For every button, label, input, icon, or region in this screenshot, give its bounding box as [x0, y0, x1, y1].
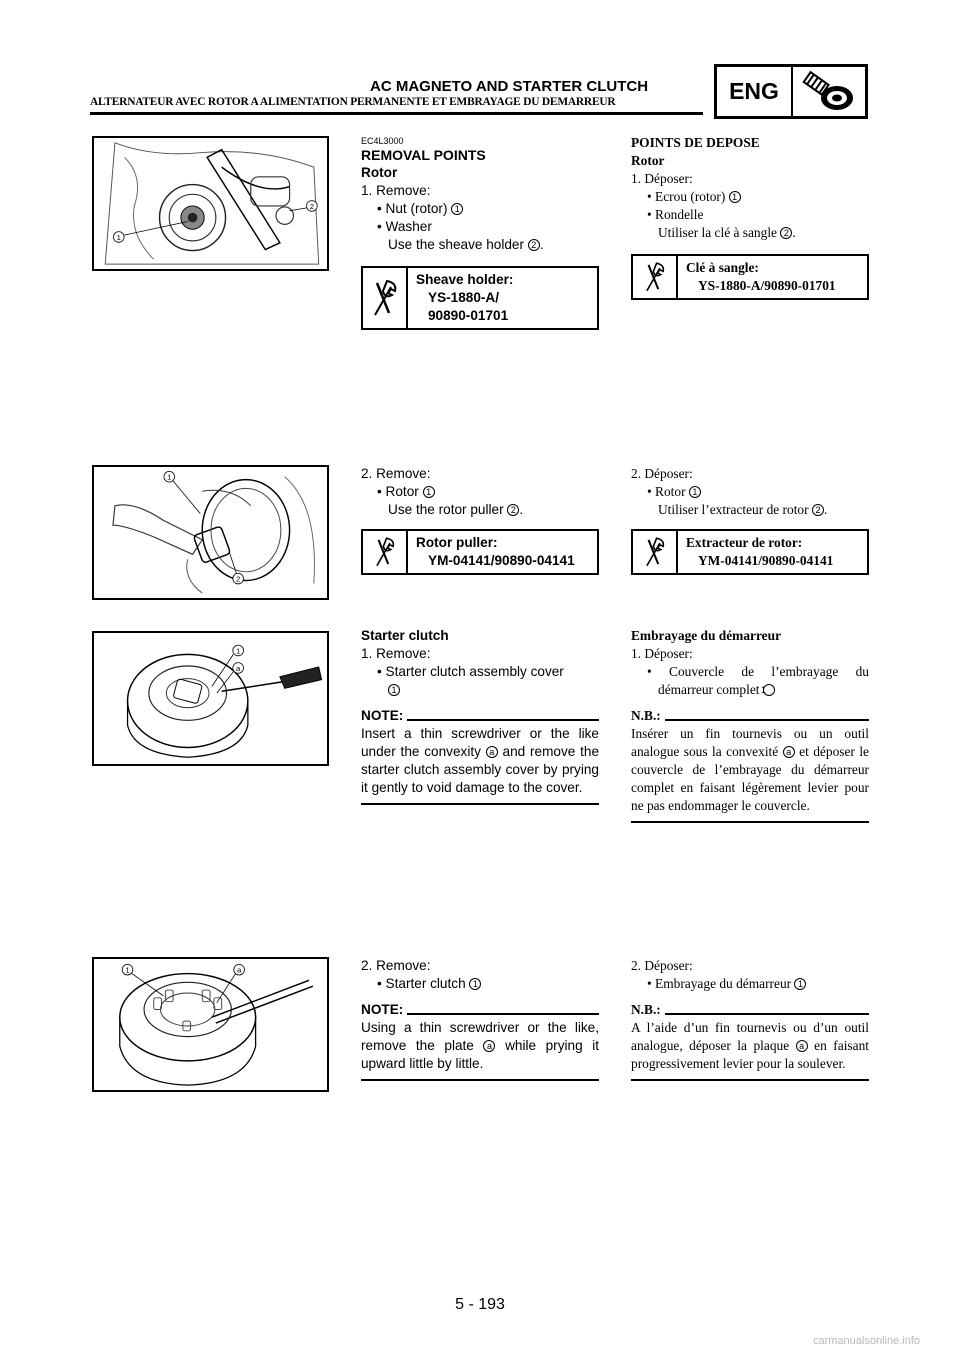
note-divider	[631, 821, 869, 823]
fr-step: 1. Déposer:	[631, 646, 693, 661]
en-starter-clutch	[361, 627, 599, 805]
callout-a: a	[236, 965, 242, 975]
en-bullet: • Rotor 1	[361, 483, 599, 501]
en-step: 2. Remove:	[361, 958, 431, 973]
header-divider	[90, 112, 703, 115]
en-sc-title: Starter clutch	[361, 628, 449, 643]
note-divider	[631, 1079, 869, 1081]
en-removal-rotor-2	[361, 465, 599, 575]
en-bullet: • Nut (rotor) 1	[361, 200, 599, 218]
fr-starter-clutch	[631, 627, 869, 823]
en-rotor-title: Rotor	[361, 165, 398, 180]
en-callout: 1	[361, 681, 599, 699]
en-bullet: • Starter clutch 1	[361, 975, 599, 993]
fr-rotor-title: Rotor	[631, 153, 665, 168]
fr-removal-rotor	[631, 134, 869, 300]
fr-bullet: • Rotor 1	[631, 483, 869, 501]
engine-icon	[793, 67, 865, 116]
en-note-body: Using a thin screwdriver or the like, remove the plate a while prying it upward little by little.	[361, 1020, 600, 1071]
section-code: EC4L3000	[361, 136, 404, 146]
page-subtitle: ALTERNATEUR AVEC ROTOR A ALIMENTATION PERMANENTE ET EMBRAYAGE DU DEMARREUR	[90, 96, 616, 108]
tool-box-sheave-holder	[361, 266, 599, 330]
figure-rotor-nut	[92, 136, 329, 271]
callout-1: 1	[116, 232, 121, 242]
en-starter-clutch-2	[361, 957, 599, 1081]
page-number: 5 - 193	[455, 1296, 505, 1313]
fr-removal-rotor-2	[631, 465, 869, 575]
fr-heading: POINTS DE DEPOSE	[631, 135, 760, 150]
tool-text: Extracteur de rotor: YM-04141/90890-04141	[686, 535, 834, 568]
en-instruction: Use the sheave holder 2 .	[388, 237, 544, 252]
fr-step: 1. Déposer:	[631, 171, 693, 186]
fr-note-body: A l’aide d’un fin tournevis ou d’un outil analogue, déposer la plaque a en faisant progressivement levier pour la soulever.	[631, 1020, 869, 1071]
fr-instruction: Utiliser l’extracteur de rotor 2 .	[658, 502, 828, 517]
wrench-icon	[633, 256, 678, 298]
tool-box-extracteur	[631, 529, 869, 575]
fr-bullet: • Rondelle	[647, 207, 704, 222]
tool-text: Sheave holder: YS-1880-A/ 90890-01701	[416, 272, 514, 323]
watermark: carmanualsonline.info	[812, 1335, 920, 1347]
callout-1: 1	[235, 646, 241, 656]
callout-2: 2	[309, 201, 315, 211]
tool-text: Clé à sangle: YS-1880-A/90890-01701	[686, 260, 836, 293]
en-note-header: NOTE:	[361, 707, 599, 725]
fr-note-header: N.B.:	[631, 707, 869, 725]
section-badge	[714, 64, 868, 119]
fr-starter-clutch-2	[631, 957, 869, 1081]
fr-instruction: Utiliser la clé à sangle 2 .	[658, 225, 796, 240]
callout-1: 1	[167, 472, 172, 482]
en-removal-rotor	[361, 136, 599, 330]
tool-box-cle-a-sangle	[631, 254, 869, 300]
figure-starter-clutch-cover	[92, 631, 329, 766]
en-step: 2. Remove:	[361, 466, 431, 481]
fr-step: 2. Déposer:	[631, 958, 693, 973]
tool-box-rotor-puller	[361, 529, 599, 575]
fr-bullet: • Couvercle de l’embrayage du démarreur complet 1	[647, 664, 869, 697]
fr-sc-title: Embrayage du démarreur	[631, 628, 782, 643]
fr-step: 2. Déposer:	[631, 466, 693, 481]
note-divider	[361, 803, 599, 805]
en-bullet: • Washer	[377, 219, 432, 234]
en-step: 1. Remove:	[361, 183, 431, 198]
wrench-icon	[363, 531, 408, 573]
en-note-body: Insert a thin screwdriver or the like under the convexity a and remove the starter clutch assembly cover by prying it gently to void damage to the cover.	[361, 726, 600, 795]
en-instruction: Use the rotor puller 2 .	[388, 502, 524, 517]
en-note-header: NOTE:	[361, 1001, 599, 1019]
section-badge-label: ENG	[717, 67, 793, 116]
en-heading: REMOVAL POINTS	[361, 147, 486, 163]
callout-2: 2	[235, 574, 241, 584]
fr-bullet: • Embrayage du démarreur 1	[631, 975, 869, 993]
page-title: AC MAGNETO AND STARTER CLUTCH	[370, 78, 649, 95]
fr-note-body: Insérer un fin tournevis ou un outil analogue sous la convexité a et déposer le couvercle de l’embrayage du démarreur complet en faisant légèrement levier pour ne pas endommager le couvercle.	[631, 726, 869, 813]
wrench-icon	[363, 268, 408, 328]
figure-rotor-puller	[92, 465, 329, 600]
wrench-icon	[633, 531, 678, 573]
en-bullet: • Starter clutch assembly cover	[377, 664, 564, 679]
callout-a: a	[235, 663, 241, 673]
en-step: 1. Remove:	[361, 646, 431, 661]
note-divider	[361, 1079, 599, 1081]
fr-bullet: • Ecrou (rotor) 1	[631, 188, 869, 206]
callout-1: 1	[125, 965, 130, 975]
tool-text: Rotor puller: YM-04141/90890-04141	[416, 535, 575, 568]
figure-starter-clutch	[92, 957, 329, 1092]
fr-note-header: N.B.:	[631, 1001, 869, 1019]
